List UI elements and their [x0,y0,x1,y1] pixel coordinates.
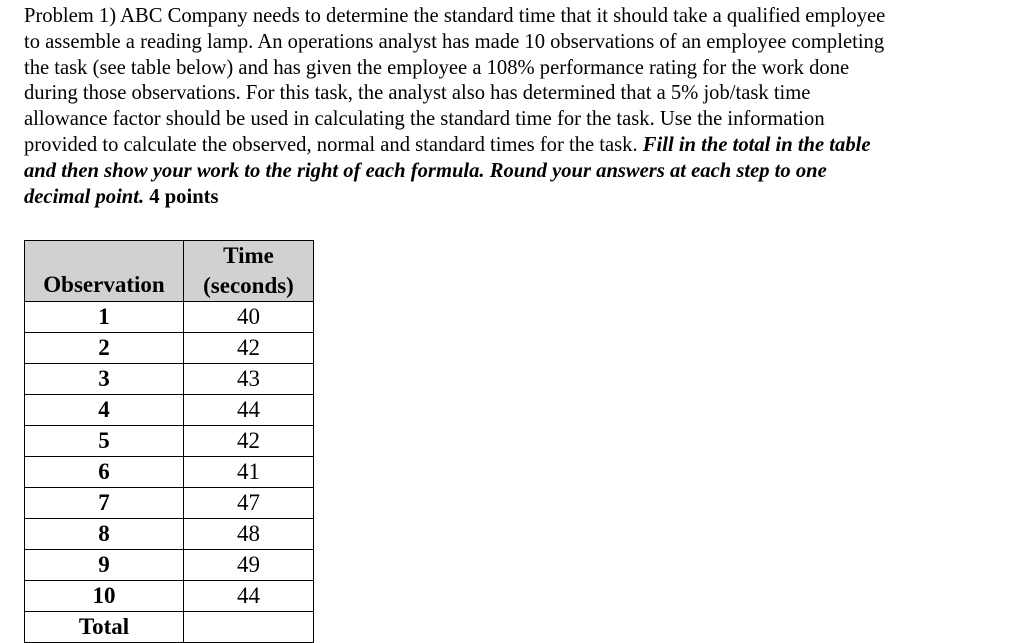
observation-cell: 4 [25,395,184,426]
observation-table [24,240,314,643]
table-row [25,519,314,550]
total-value-cell[interactable] [184,612,314,643]
table-row [25,550,314,581]
total-row [25,612,314,643]
table-header-row [25,241,314,302]
table-row [25,333,314,364]
table-row [25,488,314,519]
observation-cell: 2 [25,333,184,364]
instruction-emphasis-2: and then show your work to the right of each formula. Round your answers at each step to one [24,159,827,182]
time-cell: 44 [184,395,314,426]
table-row [25,426,314,457]
time-cell: 42 [184,426,314,457]
time-cell: 41 [184,457,314,488]
header-time-line1: Time [223,243,274,268]
time-cell: 42 [184,333,314,364]
problem-line-6-text: provided to calculate the observed, normal and standard times for the task. [24,133,643,156]
points-label: 4 points [144,185,219,208]
time-cell: 44 [184,581,314,612]
time-cell: 47 [184,488,314,519]
problem-line-1: Problem 1) ABC Company needs to determine the standard time that it should take a qualified employee [24,5,886,27]
problem-line-8 [24,185,1014,211]
observation-cell: 5 [25,426,184,457]
problem-line-6 [24,133,1014,159]
observation-cell: 3 [25,364,184,395]
observation-cell: 9 [25,550,184,581]
total-label: Total [25,612,184,643]
table-row [25,364,314,395]
table-row [25,302,314,333]
table-row [25,457,314,488]
table-row [25,581,314,612]
observation-cell: 1 [25,302,184,333]
instruction-emphasis-1: Fill in the total in the table [642,133,871,156]
observation-cell: 8 [25,519,184,550]
instruction-emphasis-3: decimal point. [24,185,145,208]
problem-line-3: the task (see table below) and has given the employee a 108% performance rating for the work done [24,56,850,79]
header-time [184,241,314,302]
observation-cell: 6 [25,457,184,488]
header-observation: Observation [25,241,184,302]
problem-line-5: allowance factor should be used in calculating the standard time for the task. Use the information [24,108,825,131]
time-cell: 40 [184,302,314,333]
observation-cell: 10 [25,581,184,612]
problem-statement [24,4,1014,210]
problem-line-2: to assemble a reading lamp. An operations analyst has made 10 observations of an employee completing [24,30,885,53]
table-row [25,395,314,426]
time-cell: 49 [184,550,314,581]
observation-cell: 7 [25,488,184,519]
problem-line-4: during those observations. For this task, the analyst also has determined that a 5% job/task time [24,82,811,105]
header-time-line2: (seconds) [203,273,294,298]
time-cell: 43 [184,364,314,395]
time-cell: 48 [184,519,314,550]
